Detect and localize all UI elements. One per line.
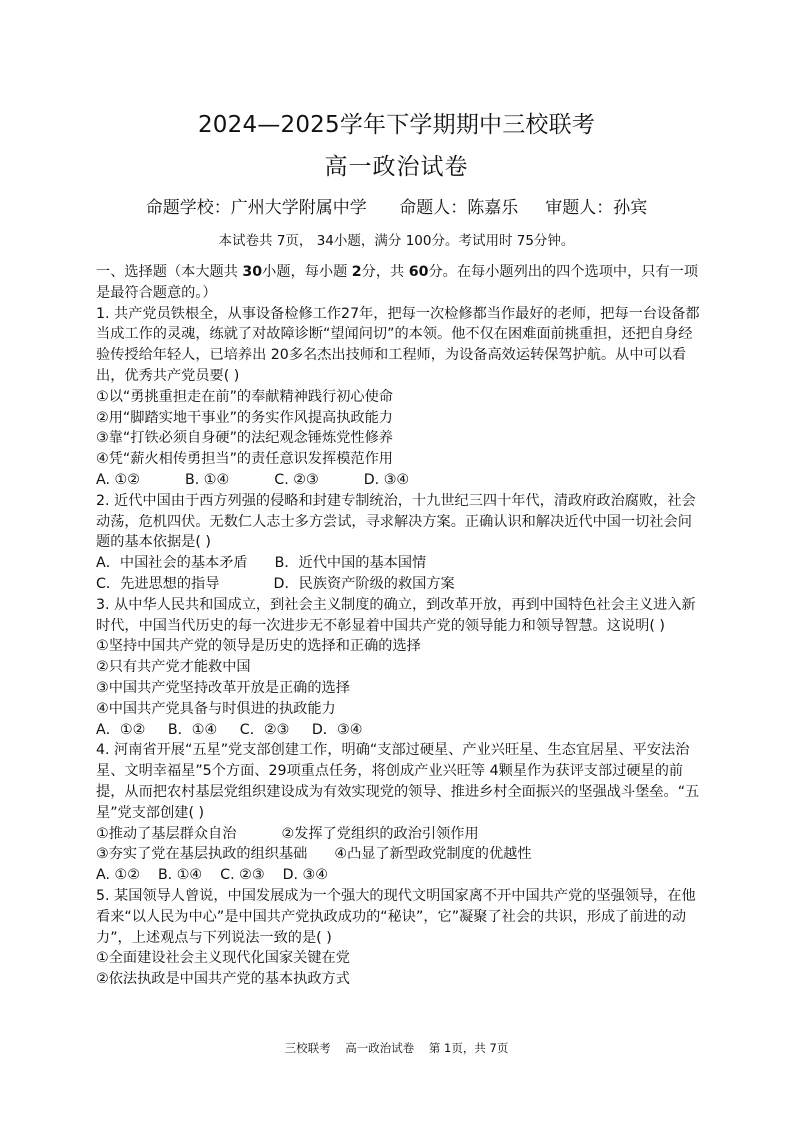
exam-info: 本试卷共 7页， 34小题，满分 100分。考试用时 75分钟。 <box>218 233 575 249</box>
question-stem: 4. 河南省开展“五星”党支部创建工作，明确“支部过硬星、产业兴旺星、生态宜居星、平安法治星、文明幸福星”5个方面、29项重点任务，将创成产业兴旺等 4颗星作为获评支部过硬星的前提，从而把农村基层党组织建设成为有效实现党的领导、推进乡村全面振兴的坚强战斗堡垒。“五星”党支部创建( ) <box>96 742 700 821</box>
exam-title: 2024—2025学年下学期期中三校联考 <box>197 112 596 138</box>
statement-item: ④凭“薪火相传勇担当”的责任意识发挥模范作用 <box>96 451 393 468</box>
statement-item: ①以“勇挑重担走在前”的奉献精神践行初心使命 <box>96 388 393 405</box>
section-instructions <box>96 262 702 304</box>
statement-item: ③靠“打铁必须自身硬”的法纪观念锤炼党性修养 <box>96 430 393 447</box>
statement-item: ②依法执政是中国共产党的基本执政方式 <box>96 971 350 988</box>
statement-item: ①推动了基层群众自治 ②发挥了党组织的政治引领作用 <box>96 825 479 842</box>
statement-item: ④中国共产党具备与时俱进的执政能力 <box>96 700 336 717</box>
answer-options: C．先进思想的指导 D．民族资产阶级的救国方案 <box>96 575 455 592</box>
question-stem: 5. 某国领导人曾说，中国发展成为一个强大的现代文明国家离不开中国共产党的坚强领导，在他看来“以人民为中心”是中国共产党执政成功的“秘诀”，它”凝聚了社会的共识，形成了前进的动力”，上述观点与下列说法一致的是( ) <box>96 887 696 946</box>
statement-item: ①坚持中国共产党的领导是历史的选择和正确的选择 <box>96 638 421 655</box>
section-suffix: 分。在每小题列出的四个选项中，只有一项是最符合题意的。） <box>96 264 699 301</box>
statement-item: ①全面建设社会主义现代化国家关键在党 <box>96 950 350 967</box>
answer-options: A．①② B．①④ C．②③ D．③④ <box>96 721 363 738</box>
question-stem: 2. 近代中国由于西方列强的侵略和封建专制统治，十九世纪三四十年代，清政府政治腐败，社会动荡，危机四伏。无数仁人志士多方尝试，寻求解决方案。正确认识和解决近代中国一切社会问题的基本依据是( ) <box>96 492 696 551</box>
section-prefix: 一、选择题（本大题共 <box>96 264 243 280</box>
section-mid1: 小题，每小题 <box>262 264 352 280</box>
exam-body <box>96 262 702 990</box>
page-footer: 三校联考 高一政治试卷 第 1页，共 7页 <box>284 1041 509 1055</box>
section-count: 30 <box>242 264 263 280</box>
answer-options: A. ①② B. ①④ C. ②③ D. ③④ <box>96 471 410 488</box>
section-mid2: 分，共 <box>361 264 409 280</box>
exam-authors: 命题学校：广州大学附属中学 命题人：陈嘉乐 审题人：孙宾 <box>145 198 648 218</box>
section-score: 2 <box>351 264 362 280</box>
question-stem: 3. 从中华人民共和国成立，到社会主义制度的确立，到改革开放，再到中国特色社会主义进入新时代，中国当代历史的每一次进步无不彰显着中国共产党的领导能力和领导智慧。这说明( ) <box>96 596 696 634</box>
exam-subtitle: 高一政治试卷 <box>324 154 469 180</box>
answer-options: A. ①② B. ①④ C. ②③ D. ③④ <box>96 867 328 884</box>
statement-item: ②用“脚踏实地干事业”的务实作风提高执政能力 <box>96 409 393 426</box>
statement-item: ③夯实了党在基层执政的组织基础 ④凸显了新型政党制度的优越性 <box>96 846 532 863</box>
section-total: 60 <box>408 264 429 280</box>
statement-item: ③中国共产党坚持改革开放是正确的选择 <box>96 679 350 696</box>
statement-item: ②只有共产党才能救中国 <box>96 659 251 676</box>
answer-options: A．中国社会的基本矛盾 B．近代中国的基本国情 <box>96 555 427 572</box>
question-stem: 1. 共产党员铁根全，从事设备检修工作27年，把每一次检修都当作最好的老师，把每一台设备都当成工作的灵魂，练就了对故障诊断“望闻问切”的本领。他不仅在困难面前挑重担，还把自身经验传授给年轻人，已培养出 20多名杰出技师和工程师，为设备高效运转保驾护航。从中可以看出，优秀共产党员要( ) <box>96 305 700 384</box>
